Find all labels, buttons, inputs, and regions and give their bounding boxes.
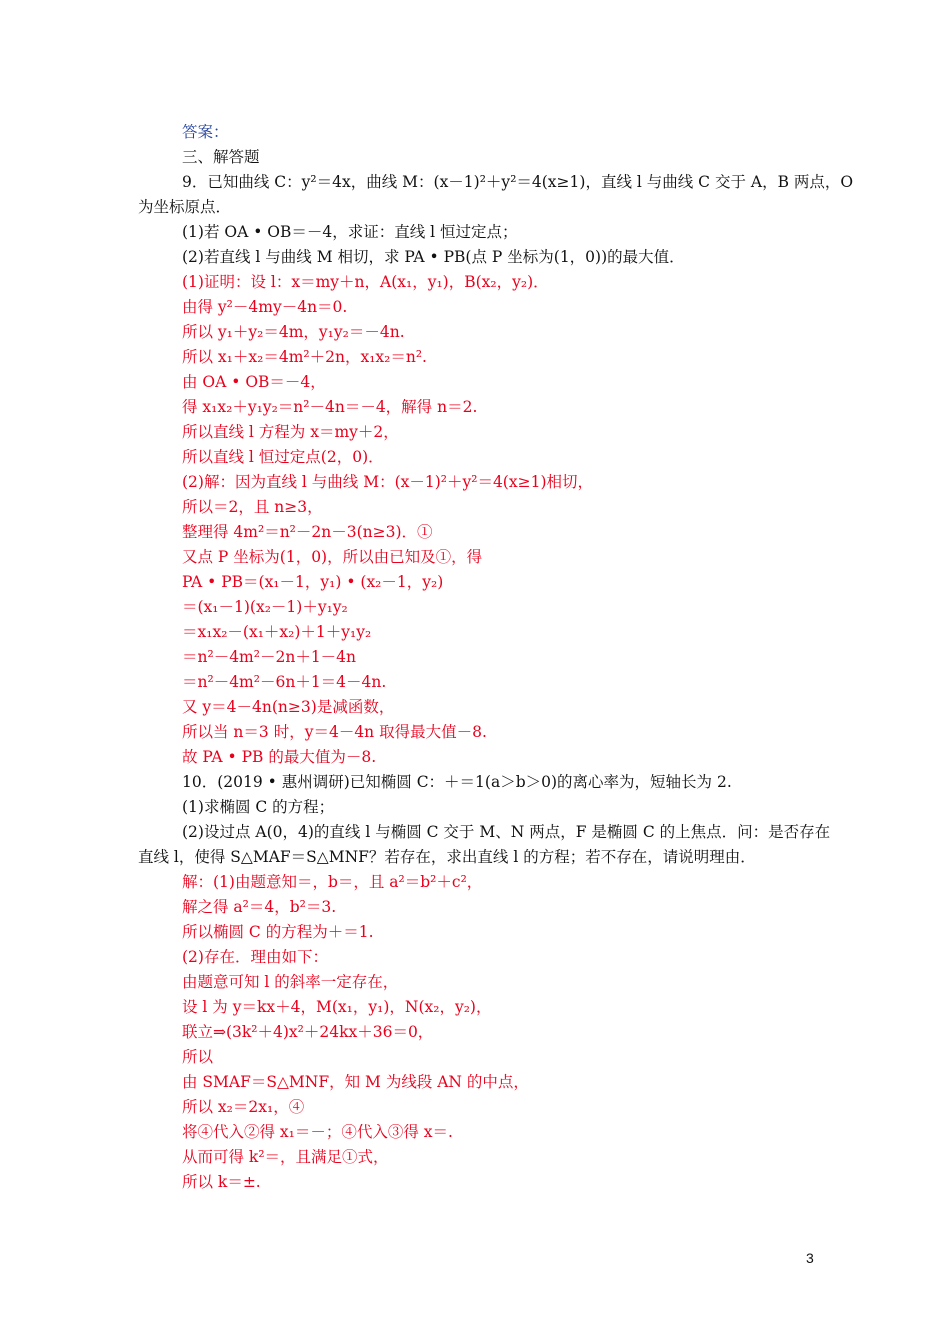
text-line: 由得 y²－4my－4n＝0. bbox=[182, 298, 348, 316]
text-line: 联立⇒(3k²＋4)x²＋24kx＋36＝0， bbox=[182, 1023, 434, 1041]
text-line: 设 l 为 y＝kx＋4，M(x₁，y₁)，N(x₂，y₂)， bbox=[182, 998, 492, 1016]
text-line: 由题意可知 l 的斜率一定存在， bbox=[182, 973, 399, 991]
text-line: 所以 x₂＝2x₁，④ bbox=[182, 1098, 305, 1116]
text-line: 故 PA • PB 的最大值为－8. bbox=[182, 748, 377, 766]
text-line: 所以当 n＝3 时，y＝4－4n 取得最大值－8. bbox=[182, 723, 487, 741]
text-line: PA • PB＝(x₁－1，y₁) • (x₂－1，y₂) bbox=[182, 573, 444, 591]
text-line: 三、解答题 bbox=[182, 148, 260, 166]
text-line: 所以椭圆 C 的方程为＋＝1. bbox=[182, 923, 374, 941]
text-line: (2)解：因为直线 l 与曲线 M：(x－1)²＋y²＝4(x≥1)相切， bbox=[182, 473, 593, 491]
text-line: 解：(1)由题意知＝，b＝，且 a²＝b²＋c²， bbox=[182, 873, 483, 891]
text-line: 所以直线 l 方程为 x＝my＋2， bbox=[182, 423, 399, 441]
text-line: 由 OA • OB＝－4， bbox=[182, 373, 326, 391]
text-line: 整理得 4m²＝n²－2n－3(n≥3)．① bbox=[182, 523, 433, 541]
text-line: 所以 x₁＋x₂＝4m²＋2n，x₁x₂＝n². bbox=[182, 348, 427, 366]
text-line: ＝n²－4m²－6n＋1＝4－4n. bbox=[182, 673, 387, 691]
text-line: 所以 y₁＋y₂＝4m，y₁y₂＝－4n. bbox=[182, 323, 405, 341]
text-line: 将④代入②得 x₁＝－；④代入③得 x＝. bbox=[182, 1123, 453, 1141]
text-line: (2)设过点 A(0，4)的直线 l 与椭圆 C 交于 M、N 两点，F 是椭圆 C 的上焦点．问：是否存在 bbox=[182, 823, 831, 841]
text-line: 答案： bbox=[182, 123, 229, 141]
text-line: 从而可得 k²＝，且满足①式， bbox=[182, 1148, 389, 1166]
text-line: 又点 P 坐标为(1，0)，所以由已知及①，得 bbox=[182, 548, 483, 566]
page-number: 3 bbox=[806, 1250, 814, 1266]
text-line: (2)存在．理由如下： bbox=[182, 948, 328, 966]
text-line: (2)若直线 l 与曲线 M 相切，求 PA • PB(点 P 坐标为(1，0))的最大值． bbox=[182, 248, 685, 266]
text-line: 9．已知曲线 C：y²＝4x，曲线 M：(x－1)²＋y²＝4(x≥1)，直线 l 与曲线 C 交于 A，B 两点，O bbox=[182, 173, 854, 191]
text-line: 所以直线 l 恒过定点(2，0)． bbox=[182, 448, 384, 466]
text-line: 所以 k＝±. bbox=[182, 1173, 261, 1191]
text-line: 由 SMAF＝S△MNF，知 M 为线段 AN 的中点， bbox=[182, 1073, 529, 1091]
text-line: 解之得 a²＝4，b²＝3. bbox=[182, 898, 337, 916]
text-line: (1)若 OA • OB＝－4，求证：直线 l 恒过定点； bbox=[182, 223, 518, 241]
text-line: (1)求椭圆 C 的方程； bbox=[182, 798, 335, 816]
text-line: 为坐标原点． bbox=[138, 198, 232, 216]
text-line: 所以 bbox=[182, 1048, 214, 1066]
text-line: 直线 l，使得 S△MAF＝S△MNF？若存在，求出直线 l 的方程；若不存在，请说明理由． bbox=[138, 848, 756, 866]
text-line: 10．(2019 • 惠州调研)已知椭圆 C：＋＝1(a＞b＞0)的离心率为，短轴长为 2. bbox=[182, 773, 732, 791]
text-line: 又 y＝4－4n(n≥3)是减函数， bbox=[182, 698, 395, 716]
text-line: ＝n²－4m²－2n＋1－4n bbox=[182, 648, 357, 666]
text-line: ＝x₁x₂－(x₁＋x₂)＋1＋y₁y₂ bbox=[182, 623, 372, 641]
text-line: 所以＝2，且 n≥3， bbox=[182, 498, 323, 516]
text-line: (1)证明：设 l：x＝my＋n，A(x₁，y₁)，B(x₂，y₂)． bbox=[182, 273, 549, 291]
text-line: 得 x₁x₂＋y₁y₂＝n²－4n＝－4，解得 n＝2. bbox=[182, 398, 478, 416]
text-line: ＝(x₁－1)(x₂－1)＋y₁y₂ bbox=[182, 598, 348, 616]
